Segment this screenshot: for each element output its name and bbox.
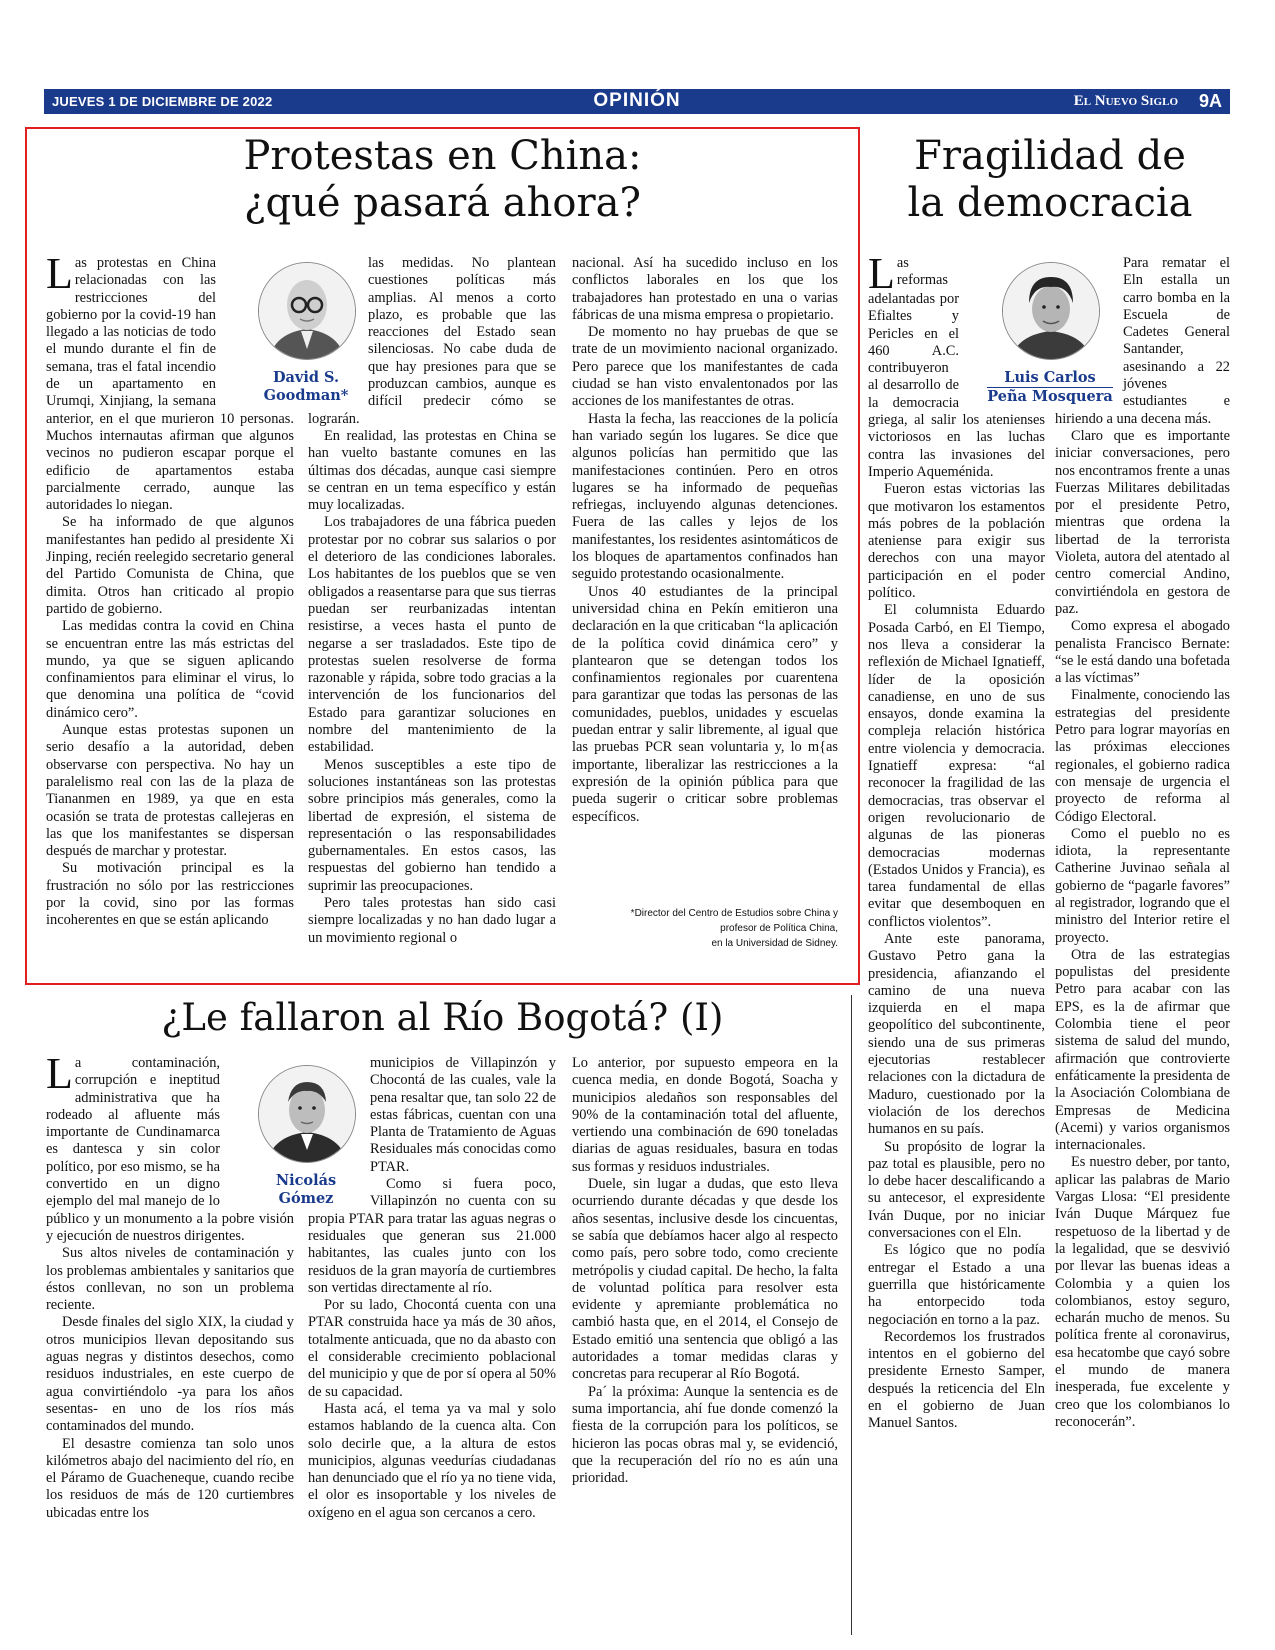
article2-paragraph: Por su lado, Chocontá cuenta con una PTAR construida hace ya más de 30 años, totalmente anticuada, que no da abasto con el considerable crecimiento poblacional del municipio y que de por sí opera al 50% de su capacidad. <box>308 1297 556 1400</box>
article1-title <box>40 133 845 227</box>
article3-title-line1: Fragilidad de <box>914 133 1186 179</box>
article1-column-1 <box>46 249 294 930</box>
article2-paragraph: El desastre comienza tan solo unos kilómetros abajo del nacimiento del río, en el Páramo de Guacheneque, cuando recibe los residuos de más de 120 curtiembres ubicadas entre los <box>46 1435 294 1521</box>
article2-paragraph: Lo anterior, por supuesto empeora en la cuenca media, en donde Bogotá, Soacha y municipios aledaños son responsables del 90% de la contaminación total del afluente, vertiendo una combinación de 690 toneladas diarias de aguas residuales, basura en todas sus formas y residuos industriales. <box>572 1055 838 1175</box>
article3-paragraph: Como el pueblo no es idiota, la representante Catherine Juvinao señala al gobierno de “pagarle favores” al registrador, logrando que el ministro del Interior retire el proyecto. <box>1055 825 1230 946</box>
article2-col1-float <box>220 1055 294 1205</box>
column-divider <box>851 995 852 1635</box>
page-header-bar <box>44 89 1230 114</box>
article2-paragraph: Hasta acá, el tema ya va mal y solo estamos hablando de la cuenca alta. Con solo decirle que, a la altura de estos municipios, algunas veedurías ciudadanas han denunciado que el río ya no tiene vida, el olor es insoportable y los niveles de oxígeno en el agua son cercanos a cero. <box>308 1400 556 1521</box>
byline-goodman-line1: David S. <box>272 369 340 386</box>
byline-pena-line2: Peña Mosquera <box>987 388 1113 405</box>
section-title: OPINIÓN <box>593 90 681 111</box>
drop-cap: L <box>46 1049 73 1098</box>
issue-date: JUEVES 1 DE DICIEMBRE DE 2022 <box>52 94 273 109</box>
article2-paragraph: Desde finales del siglo XIX, la ciudad y otros municipios llevan depositando sus aguas negras y distintos desechos, como residuos industriales, en este cuerpo de agua convirtiéndolo -ya para los años sesentas- en uno de los ríos más contaminados del mundo. <box>46 1314 294 1435</box>
article1-paragraph: Las medidas contra la covid en China se encuentran entre las más estrictas del mundo, ya que se siguen aplicando confinamientos para eliminar el virus, lo que denomina una política de “covid dinámico cero”. <box>46 618 294 721</box>
article1-paragraph: En realidad, las protestas en China se han vuelto bastante comunes en las últimas dos décadas, aunque casi siempre se centran en un tema específico y están muy localizadas. <box>308 427 556 514</box>
article1-title-line2: ¿qué pasará ahora? <box>244 179 641 226</box>
article1-paragraph: Hasta la fecha, las reacciones de la policía han variado según los lugares. Se dice que algunos policías han permitido que las manifestaciones continúen. Pero en otros lugares se ha informado de pequeñas refriegas, incluyendo algunas detenciones. Fuera de las calles y lejos de los manifestantes, los residentes asintomáticos de los bloques de apartamentos confinados han seguido protestando ocasionalmente. <box>572 410 838 583</box>
article1-paragraph: Aunque estas protestas suponen un serio desafío a la autoridad, deben observarse con perspectiva. No hay un paralelismo real con las de la plaza de Tiananmen en 1989, ya que en esta ocasión se trata de protestas callejeras en las que los manifestantes se dispersan después de marchar y protestar. <box>46 722 294 860</box>
article3-paragraph: Su propósito de lograr la paz total es plausible, pero no lo debe hacer descalificando a su antecesor, el expresidente Iván Duque, por no iniciar conversaciones con el Eln. <box>868 1138 1045 1242</box>
author-footnote: *Director del Centro de Estudios sobre China y profesor de Política China, en la Universidad de Sidney. <box>630 908 838 949</box>
article2-title: ¿Le fallaron al Río Bogotá? (I) <box>161 996 724 1039</box>
article3-paragraph: Es nuestro deber, por tanto, aplicar las palabras de Mario Vargas Llosa: “El presidente Iván Duque Márquez fue respetuoso de la libertad y de la legalidad, que se desvivió por llevar las buenas ideas a Colombia y a quien los colombianos, estoy seguro, echarán mucho de menos. Su política frente al coronavirus, esa hecatombe que cayó sobre el mundo de manera inesperada, fue excelente y creo que los colombianos lo reconocerán”. <box>1055 1154 1230 1430</box>
article3-col2-float <box>1055 255 1123 405</box>
article1-paragraph: Menos susceptibles a este tipo de soluciones instantáneas son las protestas sobre principios más generales, como la libertad de expresión, el sistema de representación o las responsabilidades gubernamentales. En estos casos, las respuestas del gobierno han tendido a suprimir las preocupaciones. <box>308 756 556 894</box>
drop-cap: L <box>868 249 895 298</box>
article1-paragraph: nacional. Así ha sucedido incluso en los conflictos laborales en los que los trabajadores han protestado en una o varias fábricas de una misma empresa o propietario. <box>572 255 838 323</box>
article3-paragraph: Fueron estas victorias las que motivaron los estamentos más pobres de la población ateniense para exigir sus derechos con una mayor participación en el poder político. <box>868 481 1045 602</box>
article2-col2-float <box>308 1055 370 1205</box>
byline-pena-line1: Luis Carlos <box>1004 369 1096 386</box>
byline-goodman-line2: Goodman* <box>263 387 349 404</box>
drop-cap: L <box>46 249 73 298</box>
article3-title-line2: la democracia <box>907 179 1193 226</box>
article3-paragraph: Otra de las estrategias populistas del presidente Petro para acabar con las EPS, es la de afirmar que Colombia tiene el peor sistema de salud del mundo, afirmación que controvierte enfáticamente la presidenta de la Asociación Colombiana de Empresas de Medicina (Acemi) y varios organismos internacionales. <box>1055 946 1230 1154</box>
article3-paragraph: Como expresa el abogado penalista Francisco Bernate: “se le está dando una bofetada a las víctimas” <box>1055 618 1230 687</box>
article2-paragraph: La contaminación, corrupción e ineptitud administrativa que ha rodeado al afluente más importante de Cundinamarca es dantesca y sin color político, por eso mismo, se ha convertido en un digno ejemplo del mal manejo de lo público y un monumento a la pobre visión y ejecución de nuestros dirigentes. <box>46 1049 294 1244</box>
article1-paragraph: Su motivación principal es la frustración no sólo por las restricciones por la covid, sino por las formas incoherentes en que se están aplicando <box>46 860 294 929</box>
article1-paragraph: Unos 40 estudiantes de la principal universidad china en Pekín emitieron una declaración en la que criticaban “la aplicación de la política covid dinámica cero” y plantearon que se detengan todos los confinamientos regionales por cuarentena para garantizar que todas las personas de las comunidades, pueblos, unidades y escuelas puedan entrar y salir libremente, al igual que las pruebas PCR sean voluntaria y, lo m{as importante, liberalizar las restricciones a la expresión de la opinión pública para que pueda sugerir o criticar sobre problemas específicos. <box>572 583 838 825</box>
article3-paragraph: Recordemos los frustrados intentos en el gobierno del presidente Ernesto Samper, después la reticencia del Eln en el gobierno de Juan Manuel Santos. <box>868 1328 1045 1432</box>
article1-paragraph: Los trabajadores de una fábrica pueden protestar por no cobrar sus salarios o por el deterioro de las condiciones laborales. Los habitantes de los pueblos que se ven obligados a reasentarse para que sus tierras puedan ser reurbanizadas intentan resistirse, a veces hasta el punto de negarse a ser trasladados. Este tipo de protestas suelen resolverse de forma razonable y rápida, sobre todo gracias a la intervención de los funcionarios del Estado para garantizar soluciones en nombre del mantenimiento de la estabilidad. <box>308 514 556 756</box>
article2-paragraph: Como si fuera poco, Villapinzón no cuenta con su propia PTAR para tratar las aguas negras o residuales que generan sus 21.000 habitantes, las cuales junto con los residuos de la gran mayoría de curtiembres son vertidas directamente al río. <box>308 1176 556 1296</box>
article3-paragraph: Ante este panorama, Gustavo Petro gana la presidencia, afianzando el camino de una nueva izquierda en el mapa geopolítico del subcontinente, siendo una de sus primeras ejecutorias restablecer relaciones con la dictadura de Maduro, cuestionado por la violación de los derechos humanos en su país. <box>868 930 1045 1138</box>
article2-column-3 <box>572 1055 838 1487</box>
article1-paragraph: De momento no hay pruebas de que se trate de un movimiento nacional organizado. Pero parece que los manifestantes de cada ciudad se han visto envalentonados por las acciones de los manifestantes de otras. <box>572 324 838 410</box>
page-number: 9A <box>1198 91 1222 111</box>
article1-col1-float <box>216 255 294 405</box>
article1-paragraph: Se ha informado de que algunos manifestantes han pedido al presidente Xi Jinping, recién reelegido secretario general del Partido Comunista de China, que dimita. Otros han criticado al propio partido de gobierno. <box>46 514 294 617</box>
article3-paragraph: Es lógico que no podía entregar el Estado a una guerrilla que históricamente ha entorpecido toda negociación en torno a la paz. <box>868 1242 1045 1328</box>
article3-paragraph: El columnista Eduardo Posada Carbó, en El Tiempo, nos lleva a considerar la reflexión de Michael Ignatieff, líder de la oposición canadiense, en uno de sus ensayos, donde examina la compleja relación histórica entre violencia y democracia. Ignatieff expresa: “al reconocer la fragilidad de las democracias, tras observar el origen revolucionario de algunas de las pioneras democracias modernas (Estados Unidos y Francia), es tarea fundamental de ellas evitar que desemboquen en conflictos violentos”. <box>868 602 1045 930</box>
article3-column-1 <box>868 249 1045 1433</box>
article1-paragraph: las medidas. No plantean cuestiones políticas más amplias. Al menos a corto plazo, es probable que las reacciones del Estado sean silenciosas. No cabe duda de que hay presiones para que se produzcan cambios, aunque es difícil predecir cómo se lograrán. <box>308 255 556 427</box>
article3-paragraph: Las reformas adelantadas por Efialtes y Pericles en el 460 A.C. contribuyeron al desarrollo de la democracia griega, al salir los atenienses victoriosos en las luchas contra las invasiones del Imperio Aqueménida. <box>868 249 1045 480</box>
article2-paragraph: Duele, sin lugar a dudas, que esto lleva ocurriendo durante décadas y que desde los años sesentas, inclusive desde los cincuentas, se sabía que debíamos hacer algo al respecto como país, pero sobre todo, como creciente metrópolis y ciudad capital. De hecho, la falta de voluntad política para resolver esta evidente y apremiante problemática no cambió hasta que, en el 2014, el Consejo de Estado emitió una sentencia que obligó a las autoridades a tomar medidas claras y concretas para recuperar al Río Bogotá. <box>572 1176 838 1383</box>
article2-paragraph: municipios de Villapinzón y Chocontá de las cuales, vale la pena resaltar que, tan solo 22 de estas fábricas, cuentan con una Planta de Tratamiento de Aguas Residuales más conocidas como PTAR. <box>370 1055 556 1175</box>
article1-column-3 <box>572 255 838 826</box>
article1-col2-float <box>308 255 368 405</box>
article3-paragraph: Claro que es importante iniciar conversaciones, pero nos encontramos frente a unas Fuerzas Militares debilitadas por el presidente Petro, mientras que ordena la libertad de la terrorista Violeta, autora del atentado al centro comercial Andino, convirtiéndola en gestora de paz. <box>1055 427 1230 617</box>
article3-paragraph: Para rematar el Eln estalla un carro bomba en la Escuela de Cadetes General Santander, asesinando a 22 jóvenes estudiantes e hiriendo a una decena más. <box>1055 255 1230 427</box>
article2-paragraph: Pa´ la próxima: Aunque la sentencia es de suma importancia, ahí fue donde comenzó la fiesta de la corrupción para los políticos, se hicieron las pocas obras mal y, se evidenció, que la recuperación del río no es aún una prioridad. <box>572 1383 838 1487</box>
newspaper-name: El Nuevo Siglo <box>1073 93 1178 109</box>
article3-title <box>870 133 1230 227</box>
byline-gomez-line2: Gómez <box>278 1190 334 1207</box>
article1-column-2 <box>308 255 556 947</box>
article2-paragraph: Sus altos niveles de contaminación y los problemas ambientales y sanitarios que éstos conllevan, no son un problema reciente. <box>46 1245 294 1314</box>
article1-title-line1: Protestas en China: <box>243 133 642 179</box>
byline-gomez-line1: Nicolás <box>275 1172 337 1189</box>
article1-paragraph: Pero tales protestas han sido casi siempre localizadas y no han dado lugar a un movimiento regional o <box>308 894 556 946</box>
article3-column-2 <box>1055 255 1230 1431</box>
article1-paragraph: Las protestas en China relacionadas con las restricciones del gobierno por la covid-19 han llegado a las noticias de todo el mundo durante el fin de semana, tras el fatal incendio de un apartamento en Urumqi, Xinjiang, la semana anterior, en el que murieron 10 personas. Muchos internautas afirman que algunos vecinos no pudieron escapar porque el edificio de apartamentos estaba parcialmente cerrado, aunque las autoridades lo niegan. <box>46 249 294 514</box>
article2-column-1 <box>46 1049 294 1522</box>
article2-column-2 <box>308 1055 556 1522</box>
article3-paragraph: Finalmente, conociendo las estrategias del presidente Petro para lograr mayorías en las próximas elecciones regionales, el gobierno radica con mensaje de urgencia el proyecto de reforma al Código Electoral. <box>1055 687 1230 825</box>
article3-col1-float <box>959 255 1045 405</box>
